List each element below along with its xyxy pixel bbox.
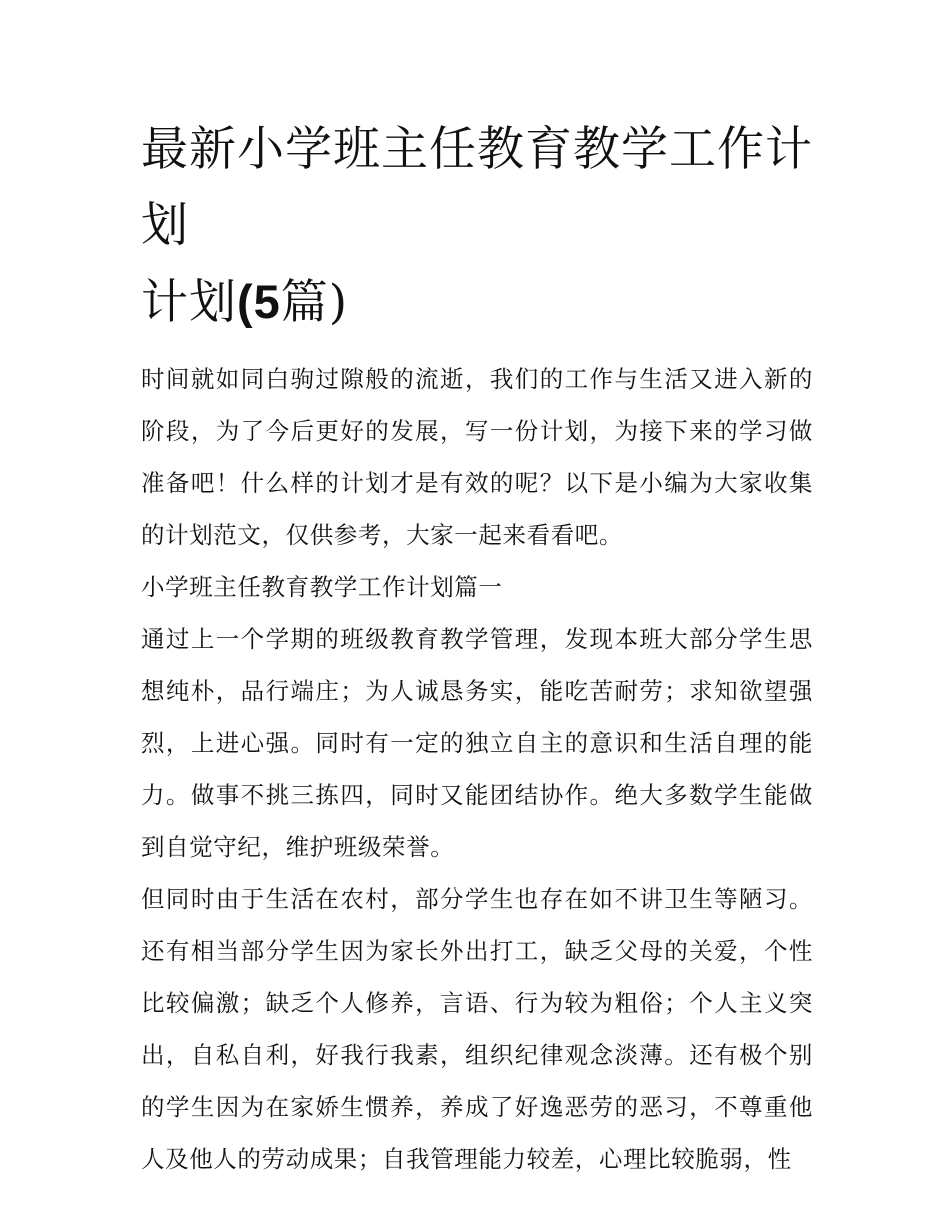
section-heading: 小学班主任教育教学工作计划篇一 bbox=[141, 573, 503, 601]
document-page bbox=[141, 112, 813, 1185]
document-body bbox=[141, 353, 813, 1185]
body-paragraph: 但同时由于生活在农村，部分学生也存在如不讲卫生等陋习。还有相当部分学生因为家长外出打工，缺乏父母的关爱，个性比较偏激；缺乏个人修养，言语、行为较为粗俗；个人主义突出，自私自利，好我行我素，组织纪律观念淡薄。还有极个别的学生因为在家娇生惯养，养成了好逸恶劳的恶习，不尊重他人及他人的劳动成果；自我管理能力较差，心理比较脆弱，性 bbox=[141, 885, 813, 1173]
intro-paragraph: 时间就如同白驹过隙般的流逝，我们的工作与生活又进入新的阶段，为了今后更好的发展，写一份计划，为接下来的学习做准备吧！什么样的计划才是有效的呢？以下是小编为大家收集的计划范文，仅供参考，大家一起来看看吧。 bbox=[141, 365, 813, 549]
title-text-line2-start: 计划 bbox=[141, 275, 237, 330]
title-number: (5 bbox=[237, 275, 281, 328]
title-text: 最新小学班主任教育教学工作计划 bbox=[141, 122, 813, 253]
body-paragraph: 通过上一个学期的班级教育教学管理，发现本班大部分学生思想纯朴，品行端庄；为人诚恳务实，能吃苦耐劳；求知欲望强烈，上进心强。同时有一定的独立自主的意识和生活自理的能力。做事不挑三拣四，同时又能团结协作。绝大多数学生能做到自觉守纪，维护班级荣誉。 bbox=[141, 625, 813, 861]
document-title bbox=[141, 112, 813, 341]
title-suffix: 篇) bbox=[280, 275, 349, 330]
